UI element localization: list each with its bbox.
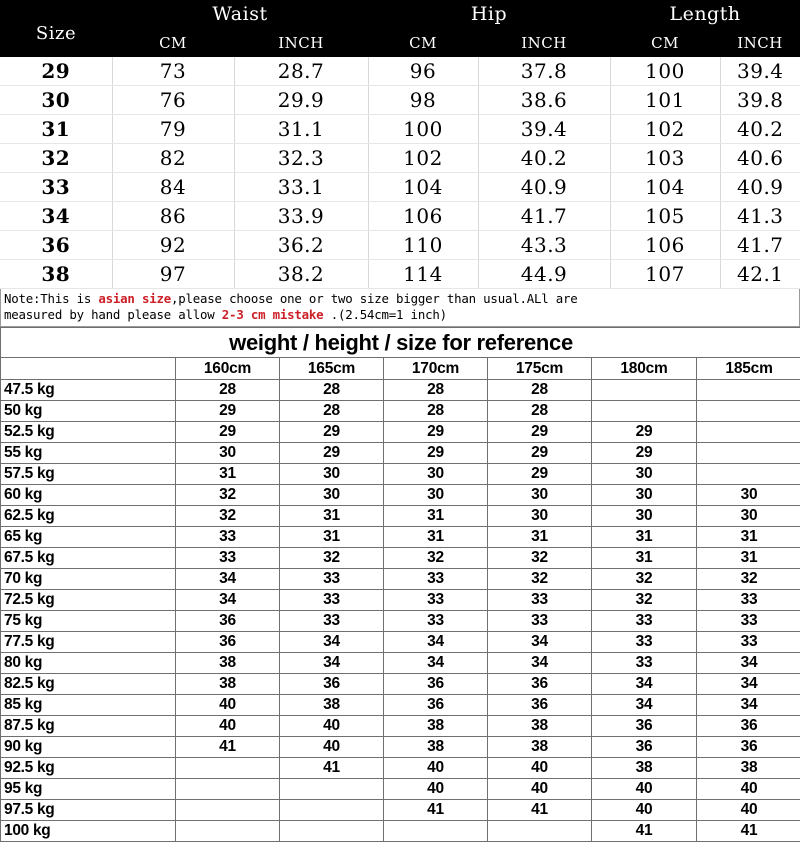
header-group-length: Length bbox=[610, 0, 800, 28]
cell-size-value: 31 bbox=[280, 527, 384, 548]
cell-length-inch: 40.9 bbox=[720, 173, 800, 202]
cell-size-value: 30 bbox=[384, 485, 488, 506]
cell-size-value: 34 bbox=[488, 632, 592, 653]
header-group-hip: Hip bbox=[368, 0, 610, 28]
cell-length-inch: 41.3 bbox=[720, 202, 800, 231]
cell-size-value: 30 bbox=[280, 464, 384, 485]
cell-size-value: 29 bbox=[384, 422, 488, 443]
cell-size-value: 34 bbox=[697, 653, 800, 674]
cell-size: 34 bbox=[0, 202, 112, 231]
cell-size-value: 28 bbox=[280, 401, 384, 422]
cell-size-value: 41 bbox=[488, 800, 592, 821]
reference-table-wrapper bbox=[0, 327, 800, 842]
table-row bbox=[1, 422, 800, 443]
cell-size-value bbox=[280, 821, 384, 842]
note-line2-part-a: measured by hand please allow bbox=[4, 307, 222, 322]
cell-size: 38 bbox=[0, 260, 112, 289]
cell-size-value: 33 bbox=[592, 611, 697, 632]
cell-waist-cm: 97 bbox=[112, 260, 234, 289]
reference-height-column-header: 170cm bbox=[384, 358, 488, 380]
cell-size-value: 32 bbox=[488, 548, 592, 569]
cell-size-value bbox=[488, 821, 592, 842]
cell-size-value bbox=[697, 422, 800, 443]
cell-size-value: 29 bbox=[280, 443, 384, 464]
cell-size-value bbox=[592, 401, 697, 422]
cell-hip-inch: 39.4 bbox=[478, 115, 610, 144]
cell-size-value: 33 bbox=[697, 590, 800, 611]
cell-hip-cm: 102 bbox=[368, 144, 478, 173]
table-row bbox=[1, 632, 800, 653]
cell-size-value: 41 bbox=[697, 821, 800, 842]
cell-weight: 100 kg bbox=[1, 821, 176, 842]
cell-size-value: 40 bbox=[176, 716, 280, 737]
cell-waist-cm: 84 bbox=[112, 173, 234, 202]
cell-size-value: 30 bbox=[280, 485, 384, 506]
cell-size-value: 40 bbox=[697, 779, 800, 800]
cell-size-value: 32 bbox=[280, 548, 384, 569]
table-row bbox=[1, 758, 800, 779]
cell-size-value: 34 bbox=[384, 632, 488, 653]
cell-size-value: 38 bbox=[592, 758, 697, 779]
cell-size-value bbox=[697, 380, 800, 401]
cell-size: 30 bbox=[0, 86, 112, 115]
reference-height-column-header: 165cm bbox=[280, 358, 384, 380]
cell-size-value: 32 bbox=[697, 569, 800, 590]
table-row bbox=[1, 821, 800, 842]
reference-table-body bbox=[1, 380, 800, 842]
header-group-waist: Waist bbox=[112, 0, 368, 28]
cell-size-value: 30 bbox=[488, 485, 592, 506]
cell-size-value: 33 bbox=[384, 611, 488, 632]
header-size: Size bbox=[0, 0, 112, 57]
cell-size-value: 40 bbox=[488, 779, 592, 800]
cell-size-value: 33 bbox=[280, 569, 384, 590]
cell-size-value: 40 bbox=[384, 758, 488, 779]
cell-hip-cm: 106 bbox=[368, 202, 478, 231]
reference-corner-cell bbox=[1, 358, 176, 380]
cell-size-value: 41 bbox=[592, 821, 697, 842]
cell-size-value: 29 bbox=[488, 464, 592, 485]
cell-size-value bbox=[176, 779, 280, 800]
cell-weight: 97.5 kg bbox=[1, 800, 176, 821]
cell-size-value: 38 bbox=[280, 695, 384, 716]
cell-size-value: 28 bbox=[384, 380, 488, 401]
cell-size-value: 33 bbox=[384, 569, 488, 590]
cell-weight: 60 kg bbox=[1, 485, 176, 506]
cell-length-cm: 103 bbox=[610, 144, 720, 173]
table-row bbox=[1, 737, 800, 758]
cell-waist-cm: 79 bbox=[112, 115, 234, 144]
cell-size-value: 32 bbox=[176, 485, 280, 506]
cell-length-cm: 102 bbox=[610, 115, 720, 144]
table-row bbox=[0, 144, 800, 173]
cell-length-cm: 100 bbox=[610, 57, 720, 86]
cell-size-value: 31 bbox=[280, 506, 384, 527]
cell-size-value: 34 bbox=[592, 695, 697, 716]
table-row bbox=[1, 800, 800, 821]
cell-size-value: 33 bbox=[176, 548, 280, 569]
table-row bbox=[1, 527, 800, 548]
reference-column-header-row bbox=[1, 358, 800, 380]
cell-length-cm: 105 bbox=[610, 202, 720, 231]
cell-hip-inch: 41.7 bbox=[478, 202, 610, 231]
cell-size-value: 32 bbox=[384, 548, 488, 569]
cell-size-value bbox=[697, 443, 800, 464]
cell-size-value: 36 bbox=[697, 737, 800, 758]
cell-size-value: 30 bbox=[697, 485, 800, 506]
cell-hip-inch: 40.9 bbox=[478, 173, 610, 202]
cell-size-value: 36 bbox=[488, 674, 592, 695]
table-row bbox=[0, 231, 800, 260]
cell-size-value: 36 bbox=[592, 737, 697, 758]
cell-size-value: 40 bbox=[592, 800, 697, 821]
cell-size-value: 29 bbox=[280, 422, 384, 443]
header-waist-inch: INCH bbox=[234, 28, 368, 57]
reference-table-header bbox=[1, 328, 800, 380]
table-row bbox=[0, 202, 800, 231]
cell-size-value: 32 bbox=[176, 506, 280, 527]
cell-size-value: 33 bbox=[697, 632, 800, 653]
cell-size-value: 33 bbox=[488, 590, 592, 611]
cell-length-cm: 107 bbox=[610, 260, 720, 289]
cell-waist-inch: 28.7 bbox=[234, 57, 368, 86]
cell-size-value: 34 bbox=[280, 632, 384, 653]
note-line-1 bbox=[4, 291, 797, 307]
cell-size: 31 bbox=[0, 115, 112, 144]
cell-size-value: 29 bbox=[176, 401, 280, 422]
cell-hip-cm: 104 bbox=[368, 173, 478, 202]
cell-size-value: 33 bbox=[176, 527, 280, 548]
cell-weight: 80 kg bbox=[1, 653, 176, 674]
cell-size-value bbox=[176, 758, 280, 779]
table-row bbox=[1, 674, 800, 695]
cell-hip-cm: 100 bbox=[368, 115, 478, 144]
size-table-header bbox=[0, 0, 800, 57]
cell-size-value bbox=[280, 800, 384, 821]
table-row bbox=[1, 401, 800, 422]
cell-waist-cm: 82 bbox=[112, 144, 234, 173]
header-hip-cm: CM bbox=[368, 28, 478, 57]
table-row bbox=[0, 57, 800, 86]
cell-size-value: 33 bbox=[488, 611, 592, 632]
cell-hip-cm: 114 bbox=[368, 260, 478, 289]
cell-size-value: 30 bbox=[697, 506, 800, 527]
table-row bbox=[0, 260, 800, 289]
cell-size-value: 29 bbox=[176, 422, 280, 443]
cell-size-value: 40 bbox=[697, 800, 800, 821]
cell-size-value: 30 bbox=[592, 464, 697, 485]
cell-hip-inch: 44.9 bbox=[478, 260, 610, 289]
table-row bbox=[1, 380, 800, 401]
cell-size-value: 36 bbox=[592, 716, 697, 737]
table-row bbox=[0, 86, 800, 115]
cell-size-value: 36 bbox=[176, 611, 280, 632]
reference-height-column-header: 160cm bbox=[176, 358, 280, 380]
cell-weight: 95 kg bbox=[1, 779, 176, 800]
cell-size-value: 34 bbox=[697, 674, 800, 695]
cell-length-inch: 39.8 bbox=[720, 86, 800, 115]
cell-weight: 90 kg bbox=[1, 737, 176, 758]
cell-size-value bbox=[592, 380, 697, 401]
cell-length-cm: 106 bbox=[610, 231, 720, 260]
size-measurement-table bbox=[0, 0, 800, 289]
cell-weight: 67.5 kg bbox=[1, 548, 176, 569]
cell-size-value: 28 bbox=[488, 401, 592, 422]
cell-weight: 87.5 kg bbox=[1, 716, 176, 737]
cell-size-value: 31 bbox=[384, 506, 488, 527]
cell-size-value bbox=[697, 464, 800, 485]
cell-size-value: 38 bbox=[697, 758, 800, 779]
cell-size-value: 40 bbox=[384, 779, 488, 800]
cell-size-value: 34 bbox=[176, 569, 280, 590]
cell-waist-inch: 32.3 bbox=[234, 144, 368, 173]
cell-size-value: 31 bbox=[592, 527, 697, 548]
cell-size-value: 31 bbox=[176, 464, 280, 485]
cell-size-value: 38 bbox=[384, 737, 488, 758]
table-row bbox=[1, 653, 800, 674]
cell-weight: 75 kg bbox=[1, 611, 176, 632]
cell-hip-cm: 110 bbox=[368, 231, 478, 260]
note-highlight-tolerance: 2-3 cm mistake bbox=[222, 307, 324, 322]
cell-waist-cm: 86 bbox=[112, 202, 234, 231]
note-line1-part-b: ,please choose one or two size bigger than usual.ALl are bbox=[171, 291, 578, 306]
cell-waist-cm: 73 bbox=[112, 57, 234, 86]
cell-size-value: 28 bbox=[488, 380, 592, 401]
cell-size-value: 38 bbox=[384, 716, 488, 737]
cell-size-value: 36 bbox=[384, 674, 488, 695]
cell-weight: 92.5 kg bbox=[1, 758, 176, 779]
cell-size-value: 40 bbox=[280, 737, 384, 758]
cell-size: 36 bbox=[0, 231, 112, 260]
cell-weight: 85 kg bbox=[1, 695, 176, 716]
cell-size-value: 30 bbox=[384, 464, 488, 485]
cell-weight: 82.5 kg bbox=[1, 674, 176, 695]
cell-size-value: 36 bbox=[176, 632, 280, 653]
table-row bbox=[1, 485, 800, 506]
cell-waist-inch: 33.9 bbox=[234, 202, 368, 231]
cell-waist-inch: 29.9 bbox=[234, 86, 368, 115]
cell-size-value: 32 bbox=[592, 590, 697, 611]
cell-size-value: 30 bbox=[592, 506, 697, 527]
cell-size-value: 31 bbox=[697, 527, 800, 548]
cell-size-value: 38 bbox=[176, 653, 280, 674]
cell-size-value: 34 bbox=[697, 695, 800, 716]
cell-size-value: 29 bbox=[488, 422, 592, 443]
header-length-inch: INCH bbox=[720, 28, 800, 57]
reference-height-column-header: 180cm bbox=[592, 358, 697, 380]
cell-size-value: 28 bbox=[280, 380, 384, 401]
cell-size-value bbox=[176, 821, 280, 842]
cell-hip-inch: 43.3 bbox=[478, 231, 610, 260]
cell-size-value: 34 bbox=[488, 653, 592, 674]
cell-size-value: 30 bbox=[176, 443, 280, 464]
cell-size-value: 29 bbox=[488, 443, 592, 464]
cell-size-value: 33 bbox=[280, 590, 384, 611]
weight-height-size-reference-table bbox=[0, 327, 800, 842]
cell-hip-inch: 38.6 bbox=[478, 86, 610, 115]
table-row bbox=[0, 173, 800, 202]
cell-length-cm: 104 bbox=[610, 173, 720, 202]
table-row bbox=[1, 779, 800, 800]
table-row bbox=[1, 569, 800, 590]
table-row bbox=[1, 611, 800, 632]
cell-size-value: 33 bbox=[384, 590, 488, 611]
cell-size-value: 41 bbox=[280, 758, 384, 779]
cell-size-value: 40 bbox=[592, 779, 697, 800]
reference-table-title: weight / height / size for reference bbox=[1, 328, 800, 358]
cell-hip-inch: 37.8 bbox=[478, 57, 610, 86]
cell-size: 32 bbox=[0, 144, 112, 173]
cell-hip-cm: 96 bbox=[368, 57, 478, 86]
cell-size-value: 41 bbox=[176, 737, 280, 758]
cell-size-value: 38 bbox=[488, 737, 592, 758]
cell-size-value: 29 bbox=[592, 443, 697, 464]
size-table-body bbox=[0, 57, 800, 289]
header-hip-inch: INCH bbox=[478, 28, 610, 57]
cell-size-value: 31 bbox=[488, 527, 592, 548]
cell-size-value: 40 bbox=[176, 695, 280, 716]
cell-size-value: 36 bbox=[384, 695, 488, 716]
cell-length-inch: 41.7 bbox=[720, 231, 800, 260]
header-length-cm: CM bbox=[610, 28, 720, 57]
cell-waist-cm: 76 bbox=[112, 86, 234, 115]
cell-size-value: 34 bbox=[176, 590, 280, 611]
cell-size-value: 33 bbox=[280, 611, 384, 632]
cell-size-value bbox=[384, 821, 488, 842]
note-line-2 bbox=[4, 307, 797, 323]
cell-size-value: 40 bbox=[488, 758, 592, 779]
size-note bbox=[0, 289, 800, 327]
cell-waist-inch: 31.1 bbox=[234, 115, 368, 144]
cell-size-value: 33 bbox=[592, 653, 697, 674]
cell-weight: 50 kg bbox=[1, 401, 176, 422]
note-line1-part-a: Note:This is bbox=[4, 291, 98, 306]
cell-size-value: 31 bbox=[697, 548, 800, 569]
note-highlight-asian-size: asian size bbox=[98, 291, 171, 306]
cell-size-value: 38 bbox=[488, 716, 592, 737]
cell-waist-cm: 92 bbox=[112, 231, 234, 260]
cell-weight: 70 kg bbox=[1, 569, 176, 590]
cell-size-value: 28 bbox=[176, 380, 280, 401]
cell-size-value: 32 bbox=[488, 569, 592, 590]
table-row bbox=[1, 716, 800, 737]
cell-size: 33 bbox=[0, 173, 112, 202]
table-row bbox=[1, 443, 800, 464]
cell-size-value: 34 bbox=[384, 653, 488, 674]
cell-size-value: 40 bbox=[280, 716, 384, 737]
reference-height-column-header: 185cm bbox=[697, 358, 800, 380]
cell-size-value: 34 bbox=[280, 653, 384, 674]
cell-size-value: 38 bbox=[176, 674, 280, 695]
cell-waist-inch: 38.2 bbox=[234, 260, 368, 289]
cell-size-value: 28 bbox=[384, 401, 488, 422]
cell-length-inch: 40.2 bbox=[720, 115, 800, 144]
cell-weight: 77.5 kg bbox=[1, 632, 176, 653]
note-line2-part-b: .(2.54cm=1 inch) bbox=[323, 307, 446, 322]
table-row bbox=[1, 464, 800, 485]
table-row bbox=[1, 695, 800, 716]
cell-size-value: 29 bbox=[384, 443, 488, 464]
cell-hip-inch: 40.2 bbox=[478, 144, 610, 173]
cell-size-value: 33 bbox=[697, 611, 800, 632]
table-row bbox=[0, 115, 800, 144]
cell-size-value: 36 bbox=[697, 716, 800, 737]
cell-weight: 52.5 kg bbox=[1, 422, 176, 443]
cell-size-value: 31 bbox=[384, 527, 488, 548]
cell-size-value: 34 bbox=[592, 674, 697, 695]
cell-size-value: 29 bbox=[592, 422, 697, 443]
cell-size-value: 41 bbox=[384, 800, 488, 821]
cell-weight: 57.5 kg bbox=[1, 464, 176, 485]
cell-size-value: 32 bbox=[592, 569, 697, 590]
cell-size-value: 36 bbox=[280, 674, 384, 695]
table-row bbox=[1, 590, 800, 611]
cell-size-value bbox=[176, 800, 280, 821]
header-waist-cm: CM bbox=[112, 28, 234, 57]
cell-hip-cm: 98 bbox=[368, 86, 478, 115]
cell-size-value bbox=[280, 779, 384, 800]
cell-weight: 62.5 kg bbox=[1, 506, 176, 527]
cell-waist-inch: 33.1 bbox=[234, 173, 368, 202]
cell-length-cm: 101 bbox=[610, 86, 720, 115]
cell-size-value: 36 bbox=[488, 695, 592, 716]
cell-waist-inch: 36.2 bbox=[234, 231, 368, 260]
cell-length-inch: 39.4 bbox=[720, 57, 800, 86]
cell-weight: 72.5 kg bbox=[1, 590, 176, 611]
cell-size-value: 30 bbox=[592, 485, 697, 506]
cell-size-value bbox=[697, 401, 800, 422]
cell-weight: 65 kg bbox=[1, 527, 176, 548]
table-row bbox=[1, 548, 800, 569]
cell-size-value: 31 bbox=[592, 548, 697, 569]
cell-weight: 55 kg bbox=[1, 443, 176, 464]
cell-length-inch: 42.1 bbox=[720, 260, 800, 289]
cell-size-value: 30 bbox=[488, 506, 592, 527]
table-row bbox=[1, 506, 800, 527]
reference-height-column-header: 175cm bbox=[488, 358, 592, 380]
cell-size-value: 33 bbox=[592, 632, 697, 653]
cell-size: 29 bbox=[0, 57, 112, 86]
cell-weight: 47.5 kg bbox=[1, 380, 176, 401]
cell-length-inch: 40.6 bbox=[720, 144, 800, 173]
